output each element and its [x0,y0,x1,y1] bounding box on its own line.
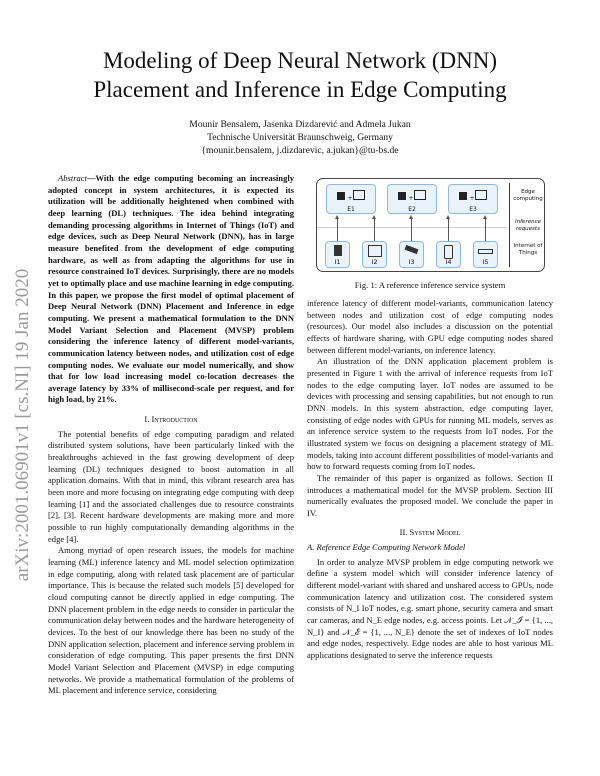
layer-axis [509,183,510,267]
request-arrow [485,217,486,241]
computer-icon [368,245,382,257]
server-icon [459,192,467,200]
section-heading: I. Introduction [144,414,198,425]
iot-node-label: I5 [482,258,489,266]
paragraph: In order to analyze MVSP problem in edge computing network we define a system model which will consider inference latency of different model-variant with shared and unshared access to GPUs, node communication latency and utilization cost. The considered system consists of N_I IoT nodes, e.g. smart phone, security camera and smart car cameras, and N_E edge nodes, e.g. access points. Let 𝒩_ℐ = {1, ..., N_I} and 𝒩_ℰ = {1, ..., N_E} denote the set of indexes of IoT nodes and edge nodes, respectively. Edge nodes are able to host various ML applications designated to serve the inference requests [307,556,553,661]
layer-label-requests: Inference requests [515,219,541,232]
paragraph: Among myriad of open research issues, the models for machine learning (ML) inference latency and ML model selection optimization in edge computing, along with related task placement are of particular importance. This is because the related such models [5] developed for cloud computing cannot be directly applied in edge computing. The DNN placement problem in the edge needs to consider in particular the communication delay between nodes and the hardware heterogeneity of devices. To the best of our knowledge there has been no study of the DNN application selection, placement and inference serving problem in consideration of edge computing. This paper presents the first DNN Model Variant Selection and Placement (MVSP) in edge computing networks. We provide a mathematical formulation of the problems of ML placement and inference service, considering [48,545,294,696]
request-arrow [374,217,375,241]
abstract [48,173,294,406]
edge-node: + E2 [387,184,437,214]
edge-node: + E3 [448,184,498,214]
subsection-heading: A. Reference Edge Computing Network Model [307,542,466,553]
emails: {mounir.bensalem, j.dizdarevic, a.jukan}@tu-bs.de [201,145,399,156]
iot-node [362,241,387,268]
chip-icon [334,245,342,256]
gpu-icon [414,190,426,200]
arxiv-id: arXiv:2001.06901v1 [cs.NI] 19 Jan 2020 [12,268,33,582]
request-arrow [448,217,449,241]
arxiv-watermark [8,240,38,610]
paragraph: The remainder of this paper is organized as follows. Section II introduces a mathematical model for the MVSP problem. Section III numerically evaluates the proposed model. We conclude the paper in IV. [307,472,553,518]
request-arrow [411,217,412,241]
phone-icon [444,245,453,259]
server-icon [398,192,406,200]
iot-node-label: I3 [408,258,415,266]
iot-node-label: I2 [371,258,378,266]
sensor-icon [478,249,493,254]
iot-node [473,241,498,268]
server-icon [337,192,345,200]
iot-node [325,241,350,268]
abstract-text: —With the edge computing becoming an increasingly adopted concept in system architectures, it is expected its utilization will be additionally heightened when combined with deep learning (DL) techniques. The idea behind integrating demanding processing algorithms in Internet of Things (IoT) and edge devices, such as Deep Neural Network (DNN), has in large measure benefited from the development of edge computing hardware, as well as from adapting the algorithms for use in resource constrained IoT devices. Surprisingly, there are no models yet to optimally place and use machine learning in edge computing. In this paper, we propose the first model of optimal placement of Deep Neural Network (DNN) Placement and Inference in edge computing. We present a mathematical formulation to the DNN Model Variant Selection and Placement (MVSP) problem considering the inference latency of different model-variants, communication latency between nodes, and utilization cost of edge computing nodes. We evaluate our model numerically, and show that for low load increasing model co-location decreases the average latency by 33% of millisecond-scale per request, and for high load, by 21%. [48,173,294,405]
left-column [48,173,294,697]
figure-1 [316,178,545,272]
edge-node-label: E3 [469,206,477,213]
iot-node [436,241,461,268]
paragraph: inference latency of different model-variants, communication latency between nodes and utilization cost of edge computing nodes (resources). Our model also includes a discussion on the potential effects of hardware sharing, with GPU edge computing nodes shared between different model-variants, on inference latency. [307,298,553,355]
camera-icon [405,245,419,254]
edge-node-label: E2 [408,206,416,213]
abstract-label: Abstract [58,173,87,183]
paper-title [0,46,600,104]
authors: Mounir Bensalem, Jasenka Dizdarević and Admela Jukan [189,119,411,130]
gpu-icon [475,190,487,200]
right-column [307,298,553,662]
edge-node-label: E1 [347,206,355,213]
paragraph: The potential benefits of edge computing paradigm and related distributed system solutions, have been particularly linked with the breakthroughs achieved in the fast growing development of deep learning (DL) techniques designed to boost automation in all application domains. With that in mind, this vibrant research area has been more and more focusing on integrating edge computing with deep learning [1] and the associated challenges due to resource constraints [2], [3]. Recent hardware developments are making more and more possible to run highly computationally demanding algorithms in the edge [4]. [48,428,294,544]
request-arrow [337,217,338,241]
figure-caption: Fig. 1: A reference inference service system [354,280,506,290]
title-line: Placement and Inference in Edge Computing [93,77,507,102]
layer-label-iot: Internet of Things [513,243,543,256]
section-heading: II. System Model [399,527,461,538]
affiliation: Technische Universität Braunschweig, Germany [207,132,393,143]
iot-node-label: I1 [334,258,341,266]
iot-node-label: I4 [445,258,452,266]
title-line: Modeling of Deep Neural Network (DNN) [102,48,498,73]
paragraph: An illustration of the DNN application placement problem is presented in Figure 1 with the arrival of inference requests from IoT nodes to the edge computing layer. IoT nodes are assumed to be devices with processing and sensing capabilities, but not enough to run DNN models. In this system abstraction, edge computing layer, consisting of edge nodes with GPUs for running ML models, serves as an inference service system to the requests from IoT nodes. For the illustrated system we focus on designing a placement strategy of ML models, taking into account different possibilities of model-variants and how to forward requests coming from IoT nodes. [307,356,553,472]
author-block [0,118,600,157]
iot-node [399,241,424,268]
edge-node: + E1 [326,184,376,214]
layer-divider [317,227,507,228]
gpu-icon [353,190,365,200]
layer-label-edge: Edge computing [513,189,543,202]
